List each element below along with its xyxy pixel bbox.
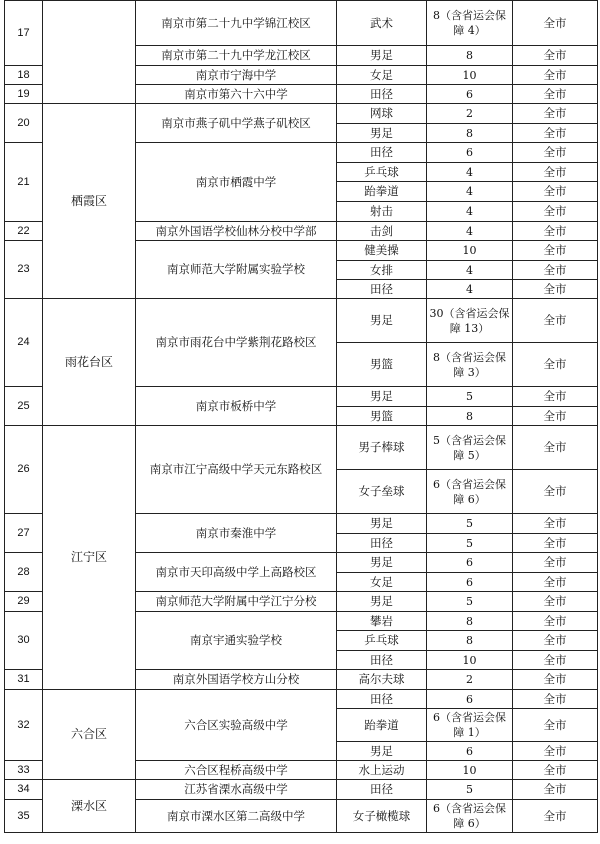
admission-scope-cell: 全市: [513, 670, 598, 690]
sport-cell: 网球: [337, 104, 427, 124]
school-name-cell: 南京市第六十六中学: [136, 85, 337, 104]
sport-cell: 高尔夫球: [337, 670, 427, 690]
school-name-cell: 南京师范大学附属中学江宁分校: [136, 592, 337, 612]
admission-scope-cell: 全市: [513, 85, 598, 104]
row-number-cell: 35: [5, 800, 43, 833]
sport-cell: 男足: [337, 124, 427, 143]
sport-cell: 田径: [337, 280, 427, 299]
admission-scope-cell: 全市: [513, 742, 598, 761]
sport-cell: 男足: [337, 592, 427, 612]
quota-cell: 8: [427, 124, 513, 143]
quota-cell: 10: [427, 241, 513, 261]
school-name-cell: 南京市第二十九中学龙江校区: [136, 46, 337, 66]
admission-scope-cell: 全市: [513, 280, 598, 299]
sport-cell: 击剑: [337, 222, 427, 241]
row-number-cell: 32: [5, 690, 43, 761]
sport-cell: 男篮: [337, 343, 427, 387]
table-body: [5, 1, 598, 833]
sport-cell: 田径: [337, 85, 427, 104]
quota-cell: 6: [427, 553, 513, 573]
quota-cell: 2: [427, 670, 513, 690]
school-name-cell: 南京市雨花台中学紫荆花路校区: [136, 299, 337, 387]
district-cell: 江宁区: [43, 426, 136, 690]
sport-cell: 跆拳道: [337, 709, 427, 742]
sport-cell: 女子垒球: [337, 470, 427, 514]
sport-cell: 男足: [337, 553, 427, 573]
row-number-cell: 21: [5, 143, 43, 222]
sport-cell: 男篮: [337, 407, 427, 426]
quota-cell: 4: [427, 202, 513, 222]
school-name-cell: 南京外国语学校仙林分校中学部: [136, 222, 337, 241]
row-number-cell: 30: [5, 612, 43, 670]
school-name-cell: 南京市宁海中学: [136, 66, 337, 85]
admission-scope-cell: 全市: [513, 651, 598, 670]
admission-scope-cell: 全市: [513, 241, 598, 261]
quota-cell: 6: [427, 742, 513, 761]
school-name-cell: 南京市第二十九中学锦江校区: [136, 1, 337, 46]
admission-scope-cell: 全市: [513, 800, 598, 833]
admission-scope-cell: 全市: [513, 592, 598, 612]
sport-cell: 女子橄榄球: [337, 800, 427, 833]
admission-scope-cell: 全市: [513, 343, 598, 387]
quota-cell: 6: [427, 573, 513, 592]
quota-cell: 8: [427, 407, 513, 426]
sport-cell: 射击: [337, 202, 427, 222]
admission-scope-cell: 全市: [513, 66, 598, 85]
admission-scope-cell: 全市: [513, 104, 598, 124]
sport-cell: 田径: [337, 143, 427, 163]
sport-cell: 田径: [337, 780, 427, 800]
admission-scope-cell: 全市: [513, 143, 598, 163]
admission-scope-cell: 全市: [513, 387, 598, 407]
admission-scope-cell: 全市: [513, 407, 598, 426]
school-name-cell: 南京市栖霞中学: [136, 143, 337, 222]
sport-cell: 跆拳道: [337, 182, 427, 202]
quota-cell: 8: [427, 46, 513, 66]
admission-scope-cell: 全市: [513, 182, 598, 202]
row-number-cell: 18: [5, 66, 43, 85]
sport-cell: 男足: [337, 742, 427, 761]
quota-cell: 4: [427, 222, 513, 241]
quota-cell: 5: [427, 534, 513, 553]
admission-scope-cell: 全市: [513, 163, 598, 182]
sport-cell: 乒乓球: [337, 163, 427, 182]
admission-scope-cell: 全市: [513, 780, 598, 800]
quota-cell: 6: [427, 690, 513, 709]
row-number-cell: 24: [5, 299, 43, 387]
admission-scope-cell: 全市: [513, 1, 598, 46]
school-name-cell: 南京市天印高级中学上高路校区: [136, 553, 337, 592]
quota-cell: 6（含省运会保障 1）: [427, 709, 513, 742]
district-cell: 栖霞区: [43, 104, 136, 299]
table-row: [5, 780, 598, 800]
quota-cell: 5: [427, 387, 513, 407]
district-cell: 溧水区: [43, 780, 136, 833]
admission-scope-cell: 全市: [513, 709, 598, 742]
sport-cell: 男足: [337, 514, 427, 534]
sport-cell: 武术: [337, 1, 427, 46]
row-number-cell: 31: [5, 670, 43, 690]
table-row: [5, 104, 598, 124]
quota-cell: 8（含省运会保障 4）: [427, 1, 513, 46]
admission-scope-cell: 全市: [513, 222, 598, 241]
school-name-cell: 南京市板桥中学: [136, 387, 337, 426]
row-number-cell: 33: [5, 761, 43, 780]
admission-scope-cell: 全市: [513, 690, 598, 709]
quota-cell: 5（含省运会保障 5）: [427, 426, 513, 470]
row-number-cell: 19: [5, 85, 43, 104]
row-number-cell: 20: [5, 104, 43, 143]
admission-scope-cell: 全市: [513, 470, 598, 514]
admission-scope-cell: 全市: [513, 124, 598, 143]
admission-scope-cell: 全市: [513, 299, 598, 343]
quota-cell: 6（含省运会保障 6）: [427, 800, 513, 833]
school-name-cell: 南京市秦淮中学: [136, 514, 337, 553]
sport-cell: 水上运动: [337, 761, 427, 780]
quota-cell: 10: [427, 761, 513, 780]
admission-scope-cell: 全市: [513, 426, 598, 470]
sport-cell: 男足: [337, 299, 427, 343]
admission-scope-cell: 全市: [513, 573, 598, 592]
row-number-cell: 17: [5, 1, 43, 66]
admission-scope-cell: 全市: [513, 761, 598, 780]
table-row: [5, 299, 598, 343]
sport-cell: 男足: [337, 387, 427, 407]
admission-scope-cell: 全市: [513, 534, 598, 553]
sport-cell: 田径: [337, 534, 427, 553]
quota-cell: 4: [427, 261, 513, 280]
quota-cell: 5: [427, 592, 513, 612]
school-name-cell: 南京市溧水区第二高级中学: [136, 800, 337, 833]
admission-scope-cell: 全市: [513, 631, 598, 651]
admission-scope-cell: 全市: [513, 46, 598, 66]
school-name-cell: 南京外国语学校方山分校: [136, 670, 337, 690]
row-number-cell: 27: [5, 514, 43, 553]
school-name-cell: 六合区实验高级中学: [136, 690, 337, 761]
admission-scope-cell: 全市: [513, 553, 598, 573]
district-cell: 六合区: [43, 690, 136, 780]
quota-cell: 4: [427, 182, 513, 202]
sport-cell: 女排: [337, 261, 427, 280]
quota-cell: 6（含省运会保障 6）: [427, 470, 513, 514]
admission-scope-cell: 全市: [513, 612, 598, 631]
sport-cell: 健美操: [337, 241, 427, 261]
sport-cell: 男足: [337, 46, 427, 66]
row-number-cell: 25: [5, 387, 43, 426]
quota-cell: 30（含省运会保障 13）: [427, 299, 513, 343]
quota-cell: 5: [427, 514, 513, 534]
sport-cell: 乒乓球: [337, 631, 427, 651]
table-row: [5, 426, 598, 470]
quota-cell: 8（含省运会保障 3）: [427, 343, 513, 387]
school-name-cell: 南京市江宁高级中学天元东路校区: [136, 426, 337, 514]
quota-cell: 6: [427, 143, 513, 163]
row-number-cell: 28: [5, 553, 43, 592]
sport-cell: 男子棒球: [337, 426, 427, 470]
school-name-cell: 南京师范大学附属实验学校: [136, 241, 337, 299]
school-name-cell: 南京市燕子矶中学燕子矶校区: [136, 104, 337, 143]
quota-cell: 6: [427, 85, 513, 104]
quota-cell: 4: [427, 163, 513, 182]
row-number-cell: 22: [5, 222, 43, 241]
row-number-cell: 29: [5, 592, 43, 612]
quota-cell: 10: [427, 651, 513, 670]
district-cell: [43, 1, 136, 104]
table-row: [5, 1, 598, 46]
admission-scope-cell: 全市: [513, 261, 598, 280]
admission-scope-cell: 全市: [513, 202, 598, 222]
school-name-cell: 江苏省溧水高级中学: [136, 780, 337, 800]
sport-cell: 攀岩: [337, 612, 427, 631]
quota-cell: 8: [427, 612, 513, 631]
quota-cell: 10: [427, 66, 513, 85]
quota-cell: 8: [427, 631, 513, 651]
row-number-cell: 34: [5, 780, 43, 800]
school-name-cell: 南京宇通实验学校: [136, 612, 337, 670]
school-name-cell: 六合区程桥高级中学: [136, 761, 337, 780]
row-number-cell: 26: [5, 426, 43, 514]
sport-cell: 女足: [337, 66, 427, 85]
table-row: [5, 690, 598, 709]
district-cell: 雨花台区: [43, 299, 136, 426]
sport-cell: 女足: [337, 573, 427, 592]
sport-cell: 田径: [337, 690, 427, 709]
sport-cell: 田径: [337, 651, 427, 670]
quota-cell: 5: [427, 780, 513, 800]
admission-scope-cell: 全市: [513, 514, 598, 534]
quota-cell: 4: [427, 280, 513, 299]
quota-cell: 2: [427, 104, 513, 124]
row-number-cell: 23: [5, 241, 43, 299]
admissions-table: [4, 0, 598, 833]
